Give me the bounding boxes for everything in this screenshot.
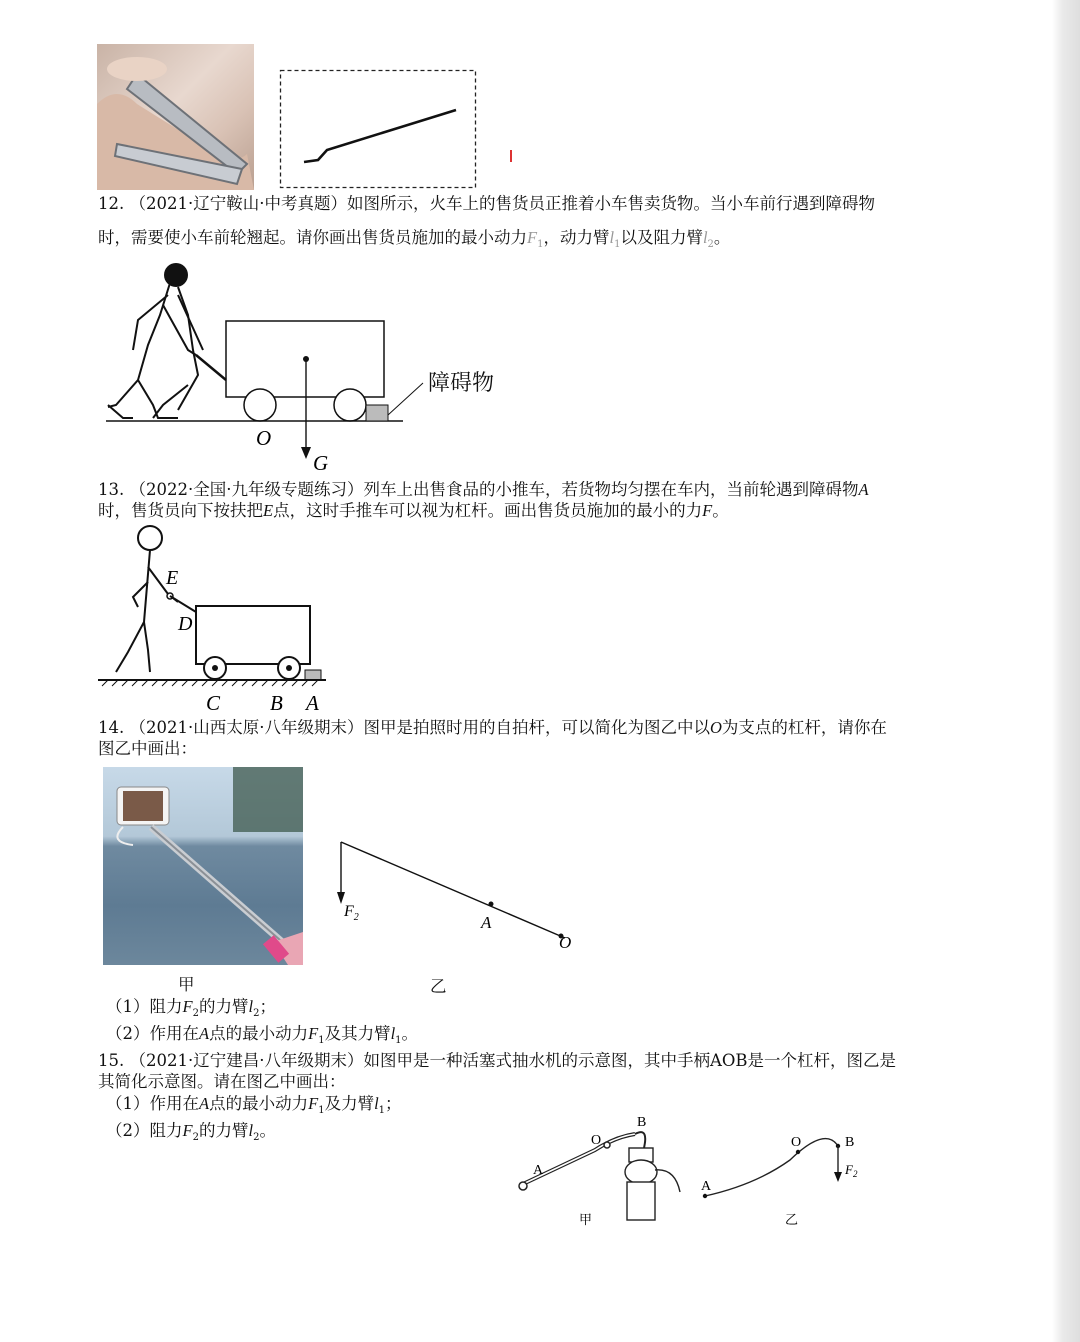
q15-caption-yi: 乙 xyxy=(785,1213,799,1228)
q12-text-line1: 12. （2021·辽宁鞍山·中考真题）如图所示，火车上的售货员正推着小车售卖货物。当小车前行遇到障碍物 xyxy=(98,194,875,213)
q15-item2: （2）阻力$F_2$的力臂$l_2$。 xyxy=(106,1121,276,1143)
q14-label-O: O xyxy=(559,933,572,952)
nail-clipper-lever-diagram xyxy=(280,70,480,190)
q15-jia-label-A: A xyxy=(533,1163,544,1178)
q13-label-B: B xyxy=(270,691,283,715)
q12-obstacle-label: 障碍物 xyxy=(428,371,495,396)
q14-caption-jia: 甲 xyxy=(178,975,195,994)
q15-yi-label-F2: $F_2$ xyxy=(845,1162,858,1179)
q15-text-line2: 其简化示意图。请在图乙中画出： xyxy=(98,1072,346,1091)
nail-clipper-photo xyxy=(97,44,254,190)
q15-yi-label-O: O xyxy=(791,1135,802,1150)
page-edge-shadow xyxy=(1052,0,1080,1342)
q12-label-O: O xyxy=(256,426,272,450)
q14-item2: （2）作用在A点的最小动力$F_1$及其力臂$l_1$。 xyxy=(106,1024,419,1046)
q15-jia-label-O: O xyxy=(591,1133,602,1148)
q15-text-line1: 15. （2021·辽宁建昌·八年级期末）如图甲是一种活塞式抽水机的示意图，其中手柄AOB是一个杠杆，图乙是 xyxy=(98,1051,897,1070)
q14-text-line1: 14. （2021·山西太原·八年级期末）图甲是拍照时用的自拍杆，可以简化为图乙中以O为支点的杠杆，请你在 xyxy=(98,718,887,737)
q15-caption-jia: 甲 xyxy=(579,1213,593,1228)
q13-text-line2: 时，售货员向下按扶把E点，这时手推车可以视为杠杆。画出售货员施加的最小的力F。 xyxy=(98,501,729,520)
q13-label-D: D xyxy=(178,613,193,635)
q13-label-E: E xyxy=(166,567,179,589)
q15-jia-label-B: B xyxy=(637,1115,647,1130)
red-mark xyxy=(510,150,512,162)
q15-item1: （1）作用在A点的最小动力$F_1$及力臂$l_1$； xyxy=(106,1094,402,1116)
q15-lever-diagram-yi xyxy=(695,1130,870,1230)
q14-lever-diagram xyxy=(335,838,585,958)
q15-yi-label-B: B xyxy=(845,1135,855,1150)
q14-caption-yi: 乙 xyxy=(430,977,447,996)
q14-text-line2: 图乙中画出： xyxy=(98,739,197,758)
q15-pump-diagram-jia xyxy=(515,1112,695,1227)
q13-label-C: C xyxy=(206,691,221,715)
q14-item1: （1）阻力$F_2$的力臂$l_2$； xyxy=(106,997,276,1019)
q13-text-line1: 13. （2022·全国·九年级专题练习）列车上出售食品的小推车，若货物均匀摆在车内，当前轮遇到障碍物A xyxy=(98,480,869,499)
q12-text-line2: 时，需要使小车前轮翘起。请你画出售货员施加的最小动力$F_1$，动力臂$l_1$以及阻力臂$l_2$。 xyxy=(98,228,731,250)
q15-yi-label-A: A xyxy=(701,1179,712,1194)
q12-label-G: G xyxy=(313,451,329,475)
q14-label-F2: $F_2$ xyxy=(344,903,359,923)
q14-label-A: A xyxy=(481,913,492,932)
q13-label-A: A xyxy=(306,691,319,715)
q13-cart-diagram xyxy=(98,522,338,717)
q12-cart-diagram xyxy=(98,255,518,475)
selfie-stick-photo xyxy=(103,767,303,965)
